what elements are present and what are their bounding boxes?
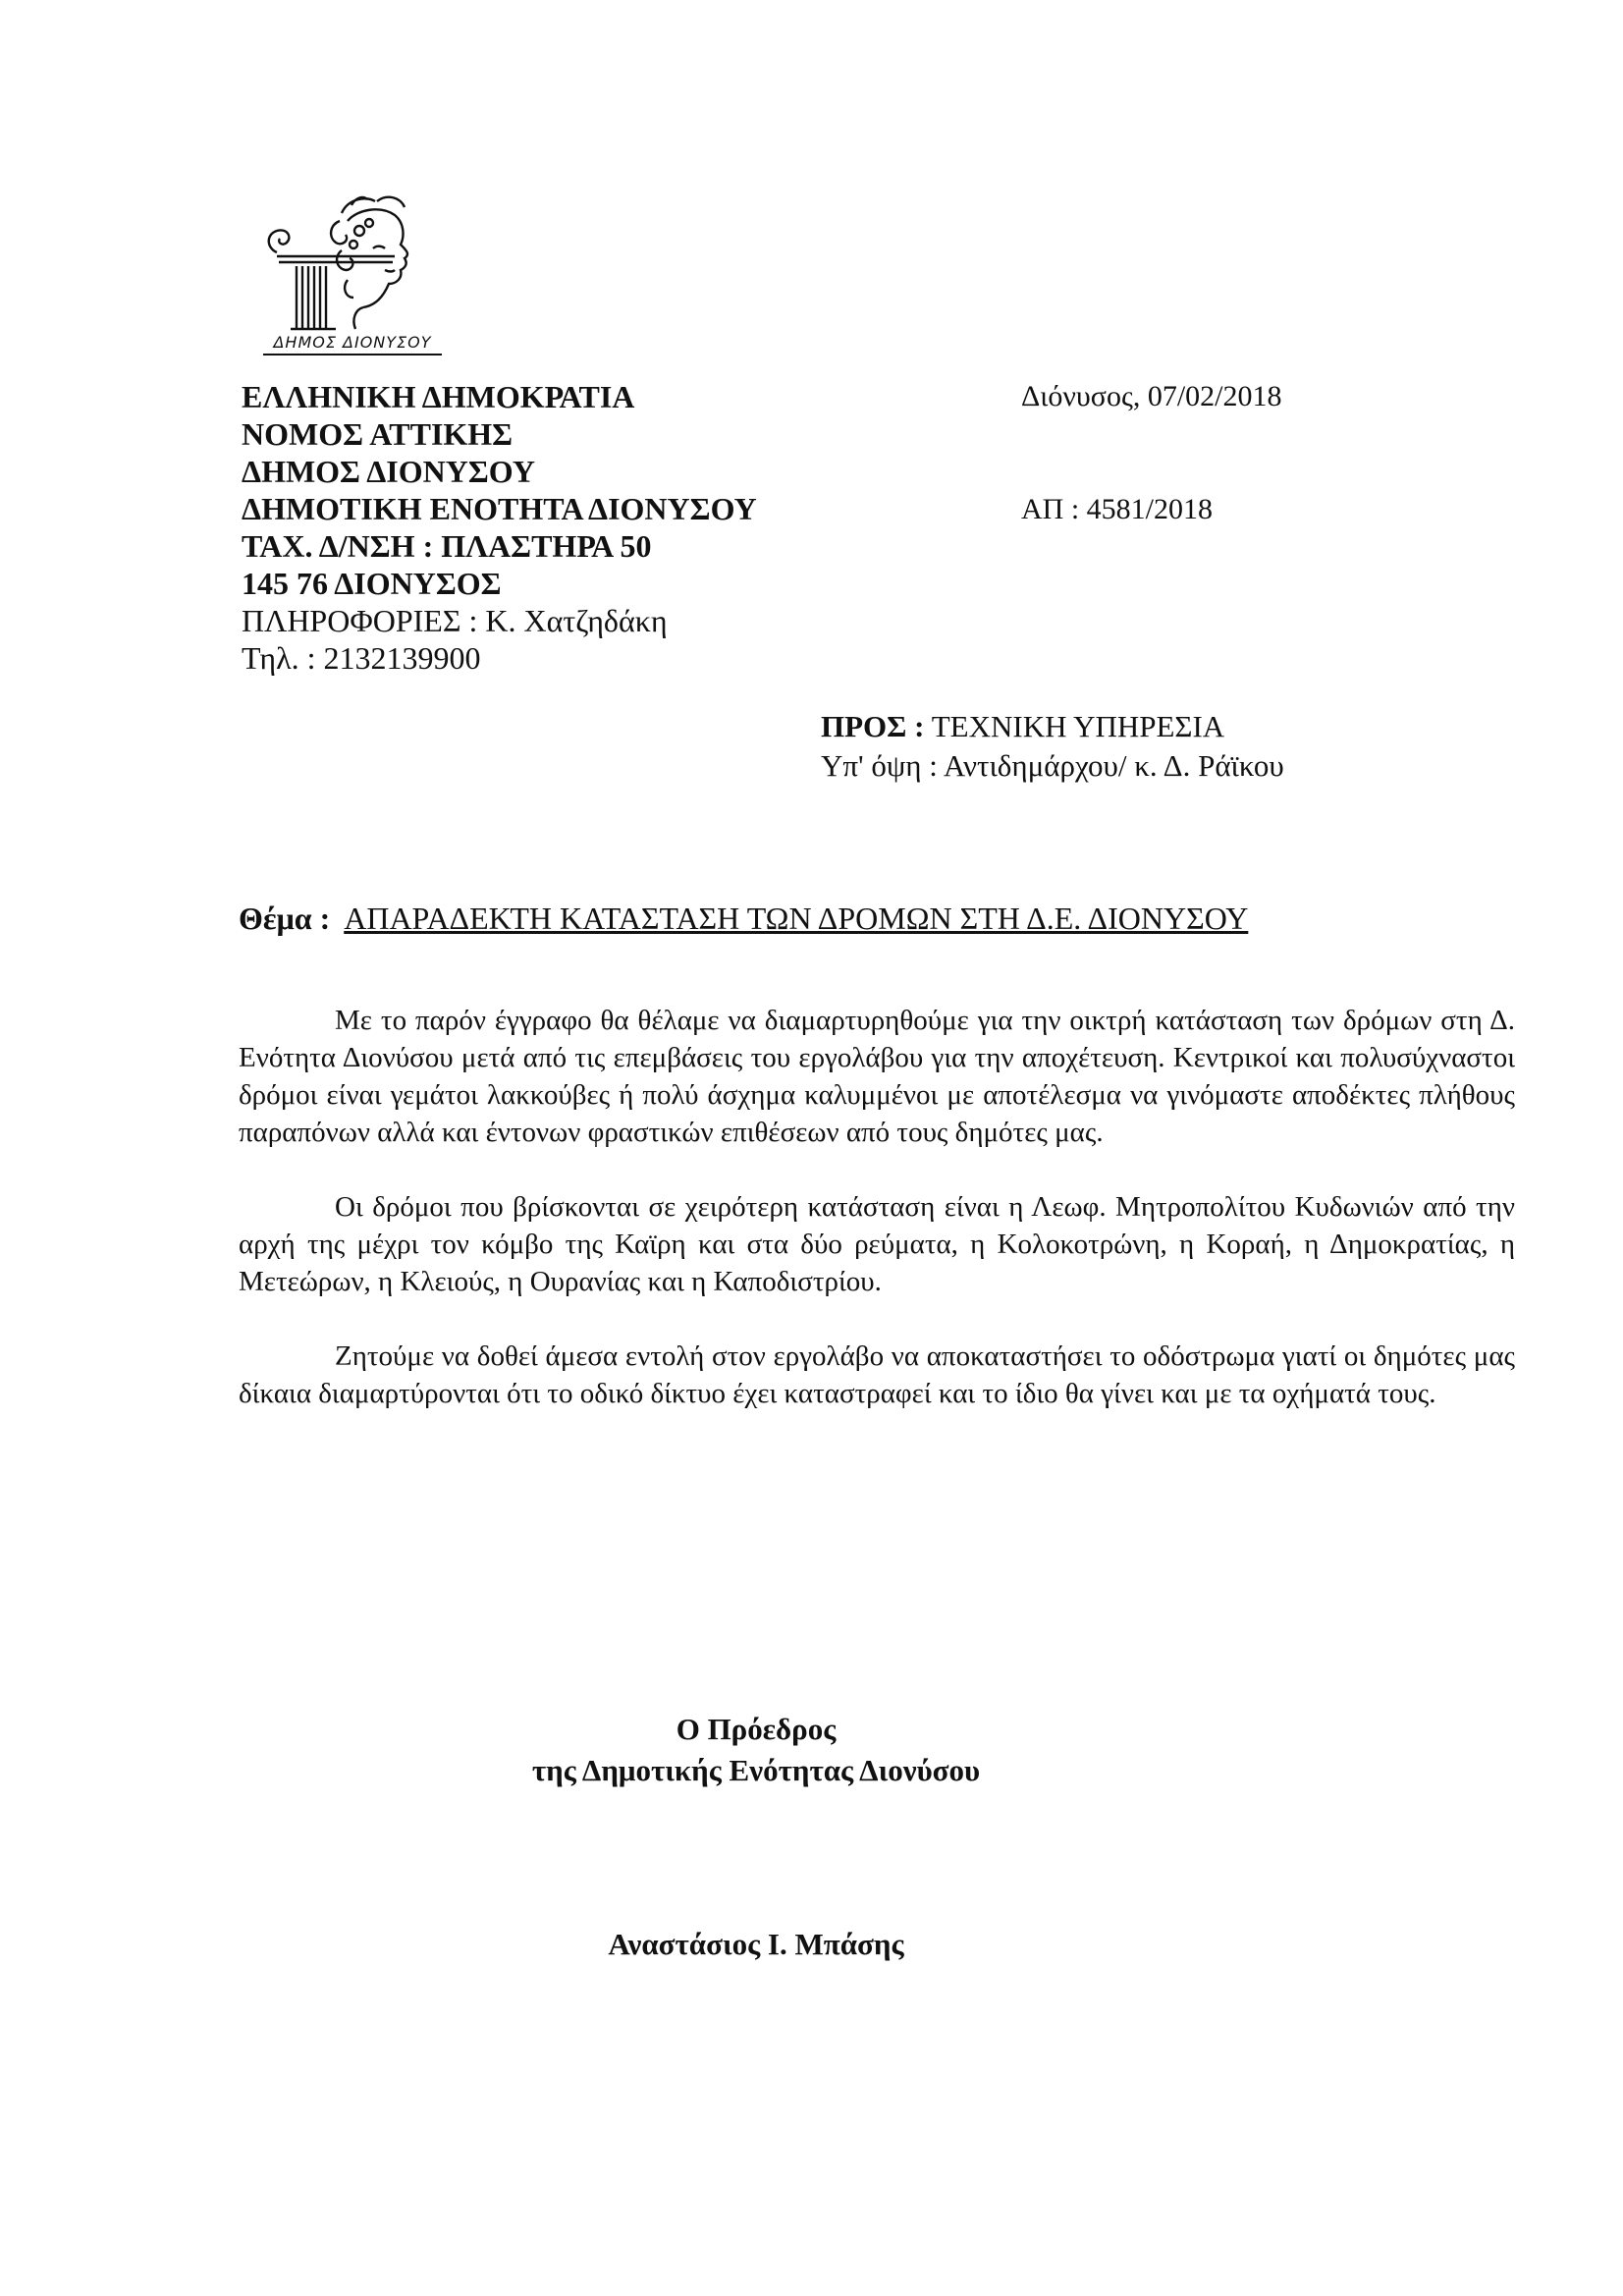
sender-address: ΤΑΧ. Δ/ΝΣΗ : ΠΛΑΣΤΗΡΑ 50 — [242, 528, 652, 564]
sender-block — [242, 378, 757, 677]
body-paragraph-3: Ζητούμε να δοθεί άμεσα εντολή στον εργολάβο να αποκαταστήσει το οδόστρωμα γιατί οι δημότες μας δίκαια διαμαρτύρονται ότι το οδικό δίκτυο έχει καταστραφεί και το ίδιο θα γίνει και με τα οχήματά τους. — [239, 1340, 1515, 1409]
recipient-value: ΤΕΧΝΙΚΗ ΥΠΗΡΕΣΙΑ — [931, 709, 1225, 743]
signatory-name: Αναστάσιος Ι. Μπάσης — [608, 1927, 904, 1961]
sender-info: ΠΛΗΡΟΦΟΡΙΕΣ : Κ. Χατζηδάκη — [242, 603, 668, 638]
body-paragraph-1: Με το παρόν έγγραφο θα θέλαμε να διαμαρτυρηθούμε για την οικτρή κατάσταση των δρόμων στη Δ. Ενότητα Διονύσου μετά από τις επεμβάσεις του εργολάβου για την αποχέτευση. Κεντρικοί και πολυσύχναστοι δρόμοι είναι γεμάτοι λακκούβες ή πολύ άσχημα καλυμμένοι με αποτέλεσμα να γινόμαστε αποδέκτες πλήθους παραπόνων αλλά και έντονων φραστικών επιθέσεων από τους δημότες μας. — [239, 1005, 1515, 1148]
sender-prefecture: ΝΟΜΟΣ ΑΤΤΙΚΗΣ — [242, 416, 514, 452]
subject-label: Θέμα : — [239, 901, 331, 936]
subject-line — [239, 899, 1248, 938]
protocol-number: ΑΠ : 4581/2018 — [1021, 493, 1213, 525]
sender-postcode: 145 76 ΔΙΟΝΥΣΟΣ — [242, 566, 502, 601]
sender-unit: ΔΗΜΟΤΙΚΗ ΕΝΟΤΗΤΑ ΔΙΟΝΥΣΟΥ — [242, 491, 757, 526]
document-date: Διόνυσος, 07/02/2018 — [1021, 380, 1282, 412]
logo-caption: ΔΗΜΟΣ ΔΙΟΝΥΣΟΥ — [263, 334, 442, 355]
subject-title: ΑΠΑΡΑΔΕΚΤΗ ΚΑΤΑΣΤΑΣΗ ΤΩΝ ΔΡΟΜΩΝ ΣΤΗ Δ.Ε. ΔΙΟΝΥΣΟΥ — [344, 901, 1249, 936]
recipient-block — [821, 707, 1284, 786]
sender-country: ΕΛΛΗΝΙΚΗ ΔΗΜΟΚΡΑΤΙΑ — [242, 379, 635, 414]
sender-phone: Τηλ. : 2132139900 — [242, 640, 481, 676]
body-paragraph-2: Οι δρόμοι που βρίσκονται σε χειρότερη κατάσταση είναι η Λεωφ. Μητροπολίτου Κυδωνιών από την αρχή της μέχρι τον κόμβο της Καϊρη και στα δύο ρεύματα, η Κολοκοτρώνη, η Κοραή, η Δημοκρατίας, η Μετεώρων, η Κλειούς, η Ουρανίας και η Καποδιστρίου. — [239, 1191, 1515, 1297]
signature-title-line1: Ο Πρόεδρος — [676, 1712, 837, 1746]
signature-title — [491, 1709, 1021, 1791]
letter-body — [239, 1002, 1515, 1449]
recipient-label: ΠΡΟΣ : — [821, 709, 925, 743]
sender-municipality: ΔΗΜΟΣ ΔΙΟΝΥΣΟΥ — [242, 454, 535, 489]
recipient-attention: Υπ' όψη : Αντιδημάρχου/ κ. Δ. Ράϊκου — [821, 748, 1284, 783]
signature-title-line2: της Δημοτικής Ενότητας Διονύσου — [531, 1753, 981, 1787]
